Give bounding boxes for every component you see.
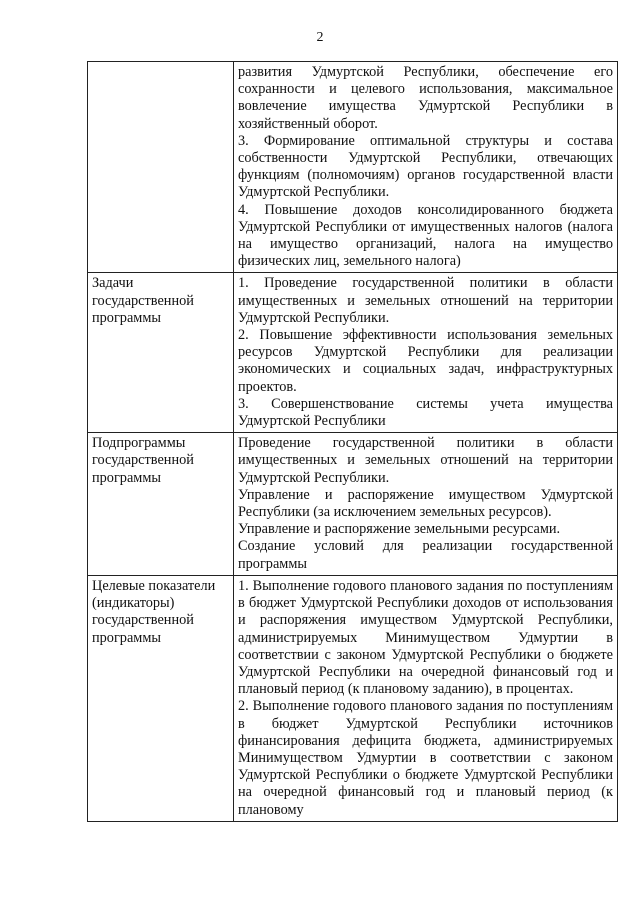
content-paragraph: развития Удмуртской Республики, обеспечение его сохранности и целевого использования, максимальное вовлечение имущества Удмуртской Республики в хозяйственный оборот. [238,64,613,132]
row-content [234,62,618,273]
content-paragraph: Управление и распоряжение земельными ресурсами. [238,521,561,538]
row-label: Задачи государственной программы [88,273,234,433]
content-paragraph: 2. Выполнение годового планового задания по поступлениям в бюджет Удмуртской Республики источников финансирования дефицита бюджета, администрируемых Минимуществом Удмуртии в соответствии с законом Удмуртской Республики о бюджете Удмуртской Республики на очередной финансовый год и плановый период (к плановому [238,698,613,818]
content-paragraph: 3. Формирование оптимальной структуры и состава собственности Удмуртской Республики, отвечающих функциям (полномочиям) органов государственной власти Удмуртской Республики. [238,132,613,201]
page-number: 2 [316,30,324,45]
content-paragraph: Проведение государственной политики в области имущественных и земельных отношений на территории Удмуртской Республики. [238,435,613,486]
row-label: Подпрограммы государственной программы [88,433,234,576]
content-paragraph: Управление и распоряжение имуществом Удмуртской Республики (за исключением земельных ресурсов). [238,486,613,521]
content-paragraph: Создание условий для реализации государственной программы [238,538,613,572]
program-passport-table [87,61,618,822]
content-paragraph: 1. Проведение государственной политики в области имущественных и земельных отношений на территории Удмуртской Республики. [238,275,613,326]
row-label [88,62,234,273]
content-paragraph: 4. Повышение доходов консолидированного бюджета Удмуртской Республики от имущественных налогов (налога на имущество организаций, налога на имущество физических лиц, земельного налога) [238,201,613,270]
row-content [234,575,618,821]
table-row [88,62,618,273]
table-row [88,433,618,576]
row-content [234,433,618,576]
row-label: Целевые показатели (индикаторы) государственной программы [88,575,234,821]
content-paragraph: 1. Выполнение годового планового задания по поступлениям в бюджет Удмуртской Республики доходов от использования и распоряжения имуществом Удмуртской Республики, администрируемых Минимуществом Удмуртии в соответствии с законом Удмуртской Республики о бюджете Удмуртской Республики на очередной финансовый год и плановый период (к плановому заданию), в процентах. [238,577,613,698]
row-content [234,273,618,433]
table-row [88,575,618,821]
table-row [88,273,618,433]
content-paragraph: 3. Совершенствование системы учета имущества Удмуртской Республики [238,395,613,430]
content-paragraph: 2. Повышение эффективности использования земельных ресурсов Удмуртской Республики для реализации экономических и социальных задач, инфраструктурных проектов. [238,327,613,395]
